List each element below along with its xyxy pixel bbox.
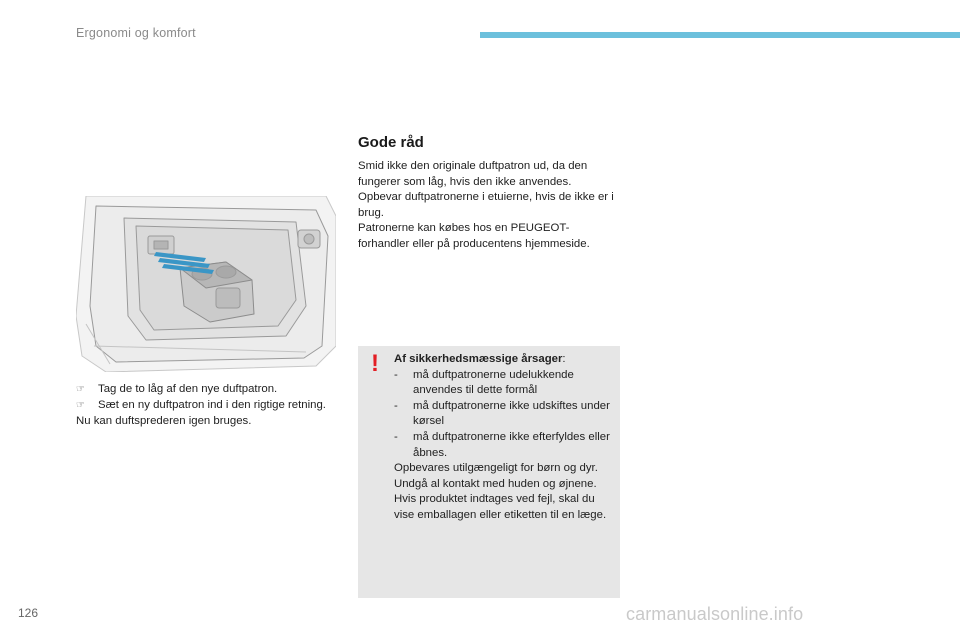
watermark: carmanualsonline.info: [626, 604, 804, 624]
pointing-hand-icon: ☞: [76, 399, 85, 411]
warning-heading-suffix: :: [562, 353, 566, 365]
dash-marker: -: [394, 399, 398, 412]
step-text: Sæt en ny duftpatron ind i den rigtige retning.: [98, 398, 326, 411]
safety-warning-box: [358, 346, 620, 598]
step-text: Tag de to låg af den nye duftpatron.: [98, 383, 278, 395]
warning-bullet: [394, 430, 616, 461]
warning-bullet-text: må duftpatronerne ikke udskiftes under kørsel: [413, 399, 610, 428]
section-header-title: Ergonomi og komfort: [76, 26, 196, 40]
advice-paragraph: Patronerne kan købes hos en PEUGEOT-forhandler eller på producentens hjemmeside.: [358, 222, 590, 250]
warning-content: [394, 352, 616, 524]
advice-paragraph: Smid ikke den originale duftpatron ud, da den fungerer som låg, hvis den ikke anvendes.: [358, 160, 588, 188]
advice-body: [358, 159, 620, 253]
warning-heading: Af sikkerhedsmæssige årsager: [394, 353, 563, 365]
instruction-step: [76, 382, 338, 398]
warning-paragraph: Undgå al kontakt med huden og øjnene.: [394, 477, 597, 490]
advice-title: Gode råd: [358, 134, 424, 151]
advice-paragraph: Opbevar duftpatronerne i etuierne, hvis de ikke er i brug.: [358, 191, 614, 219]
warning-paragraph: Opbevares utilgængeligt for børn og dyr.: [394, 462, 598, 475]
warning-bullet: [394, 368, 616, 399]
dash-marker: -: [394, 368, 398, 381]
glovebox-scent-diffuser-illustration: [76, 196, 336, 372]
instruction-steps: [76, 382, 338, 430]
instruction-step: [76, 398, 338, 414]
warning-bullet-text: må duftpatronerne ikke efterfyldes eller åbnes.: [413, 430, 610, 459]
pointing-hand-icon: ☞: [76, 384, 85, 395]
instruction-note: Nu kan duftsprederen igen bruges.: [76, 415, 252, 428]
warning-bullet-text: må duftpatronerne udelukkende anvendes til dette formål: [413, 368, 574, 397]
warning-bullet: [394, 399, 616, 430]
warning-paragraph: Hvis produktet indtages ved fejl, skal du vise emballagen eller etiketten til en læge.: [394, 493, 607, 521]
header-accent-bar: [480, 32, 960, 38]
exclamation-icon: !: [371, 350, 379, 377]
warning-heading-line: [394, 352, 616, 368]
page-number: 126: [18, 606, 39, 620]
dash-marker: -: [394, 430, 398, 443]
